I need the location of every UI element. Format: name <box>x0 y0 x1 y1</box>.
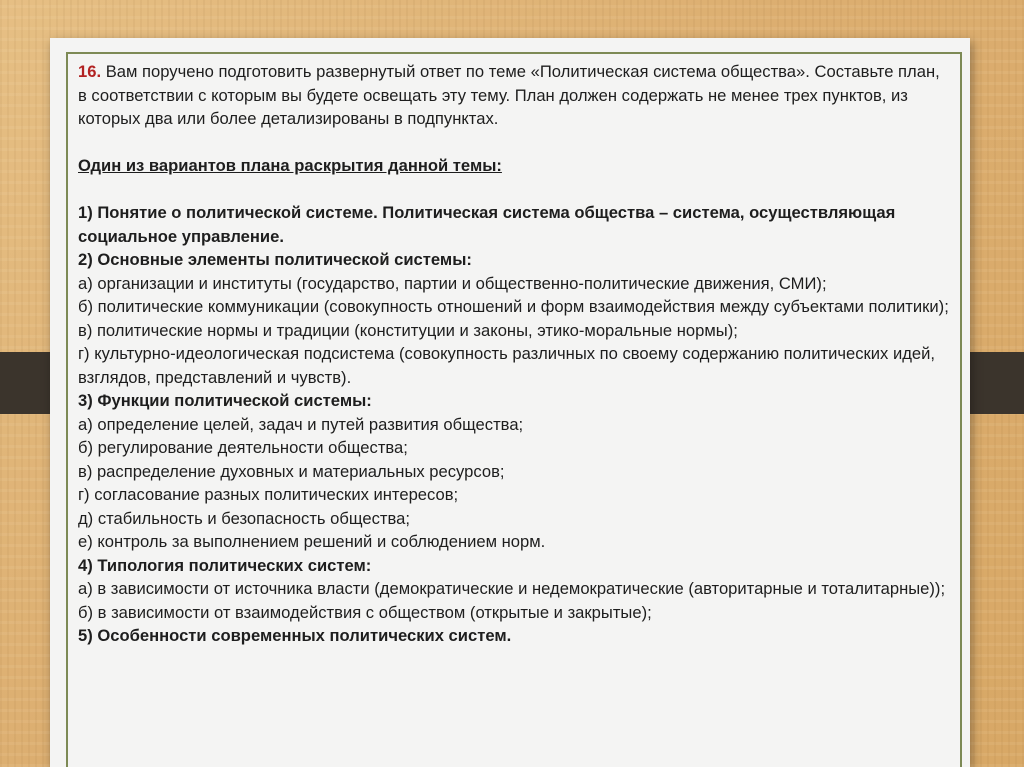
plan-item-2: 2) Основные элементы политической системы: <box>78 250 472 269</box>
plan-subitem-4a: а) в зависимости от источника власти (демократические и недемократические (авторитарные и тоталитарные)); <box>78 579 946 598</box>
plan-subitem-4b: б) в зависимости от взаимодействия с обществом (открытые и закрытые); <box>78 602 652 622</box>
task-text: Вам поручено подготовить развернутый ответ по теме «Политическая система общества». Составьте план, в соответствии с которым вы будете освещать эту тему. План должен содержать не менее трех пунктов, из которых два или более детализированы в подпунктах. <box>78 62 940 128</box>
plan-subitem-2a: а) организации и институты (государство, партии и общественно-политические движения, СМИ); <box>78 273 827 293</box>
plan-item-3: 3) Функции политической системы: <box>78 391 372 410</box>
plan-subitem-2b: б) политические коммуникации (совокупность отношений и форм взаимодействия между субъектами политики); <box>78 297 949 316</box>
plan-item-1: 1) Понятие о политической системе. Политическая система общества – система, осуществляющая социальное управление. <box>78 203 896 246</box>
slide-content <box>78 60 950 648</box>
plan-item-4: 4) Типология политических систем: <box>78 555 372 575</box>
plan-subitem-3a: а) определение целей, задач и путей развития общества; <box>78 414 524 434</box>
plan-heading: Один из вариантов плана раскрытия данной темы: <box>78 156 502 175</box>
plan-subitem-3b: б) регулирование деятельности общества; <box>78 438 408 457</box>
plan-item-5: 5) Особенности современных политических систем. <box>78 626 512 645</box>
plan-subitem-3d: г) согласование разных политических интересов; <box>78 485 459 504</box>
plan-subitem-3e: д) стабильность и безопасность общества; <box>78 508 410 528</box>
task-paragraph <box>78 60 950 131</box>
plan-subitem-2d: г) культурно-идеологическая подсистема (совокупность различных по своему содержанию политических идей, взглядов, представлений и чувств). <box>78 344 936 387</box>
plan-subitem-3f: е) контроль за выполнением решений и соблюдением норм. <box>78 532 546 551</box>
task-number: 16. <box>78 62 102 81</box>
plan-subitem-2c: в) политические нормы и традиции (конституции и законы, этико-моральные нормы); <box>78 320 738 340</box>
plan-subitem-3c: в) распределение духовных и материальных ресурсов; <box>78 461 505 481</box>
